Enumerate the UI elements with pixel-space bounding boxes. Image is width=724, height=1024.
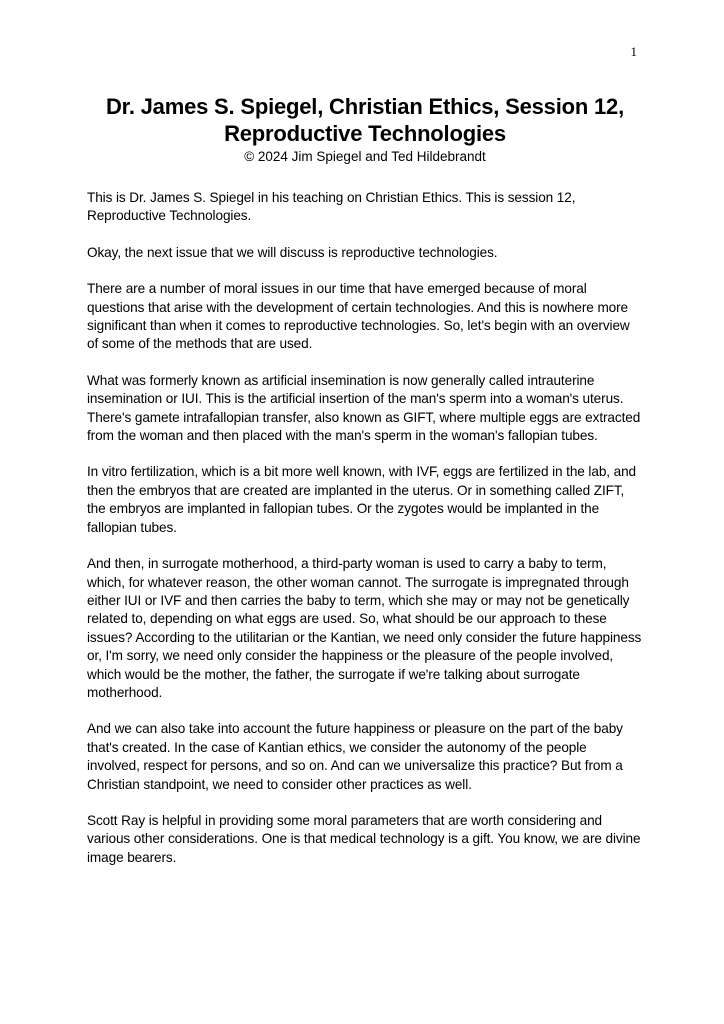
document-title xyxy=(87,93,643,147)
paragraph-surrogate-motherhood: And then, in surrogate motherhood, a third-party woman is used to carry a baby to term, which, for whatever reason, the other woman cannot. The surrogate is impregnated through either IUI or IVF and then carries the baby to term, which she may or may not be genetically related to, depending on what eggs are used. So, what should be our approach to these issues? According to the utilitarian or the Kantian, we need only consider the future happiness or, I'm sorry, we need only consider the happiness or the pleasure of the people involved, which would be the mother, the father, the surrogate if we're talking about surrogate motherhood. xyxy=(87,556,642,700)
page-number: 1 xyxy=(630,44,637,59)
title-line-2: Reproductive Technologies xyxy=(224,121,506,146)
paragraph-moral-issues: There are a number of moral issues in our time that have emerged because of moral questions that arise with the development of certain technologies. And this is nowhere more significant than when it comes to reproductive technologies. So, let's begin with an overview of some of the methods that are used. xyxy=(87,281,630,352)
copyright-line: © 2024 Jim Spiegel and Ted Hildebrandt xyxy=(244,149,486,164)
paragraph-future-happiness: And we can also take into account the future happiness or pleasure on the part of the baby that's created. In the case of Kantian ethics, we consider the autonomy of the people involved, respect for persons, and so on. And can we universalize this practice? But from a Christian standpoint, we need to consider other practices as well. xyxy=(87,721,623,792)
document-body xyxy=(87,189,643,885)
title-block xyxy=(87,93,643,166)
paragraph-intro: This is Dr. James S. Spiegel in his teaching on Christian Ethics. This is session 12, Reproductive Technologies. xyxy=(87,190,576,224)
paragraph-ivf-zift: In vitro fertilization, which is a bit more well known, with IVF, eggs are fertilized in the lab, and then the embryos that are created are implanted in the uterus. Or in something called ZIFT, the embryos are implanted in fallopian tubes. Or the zygotes would be implanted in the fallopian tubes. xyxy=(87,464,637,535)
paragraph-methods-iui-gift: What was formerly known as artificial insemination is now generally called intrauterine insemination or IUI. This is the artificial insertion of the man's sperm into a woman's uterus. There's gamete intrafallopian transfer, also known as GIFT, where multiple eggs are extracted from the woman and then placed with the man's sperm in the woman's fallopian tubes. xyxy=(87,372,641,444)
paragraph-scott-ray: Scott Ray is helpful in providing some moral parameters that are worth considering and various other considerations. One is that medical technology is a gift. You know, we are divine image bearers. xyxy=(87,812,641,865)
paragraph-topic: Okay, the next issue that we will discuss is reproductive technologies. xyxy=(87,244,498,260)
title-line-1: Dr. James S. Spiegel, Christian Ethics, Session 12, xyxy=(105,94,624,119)
